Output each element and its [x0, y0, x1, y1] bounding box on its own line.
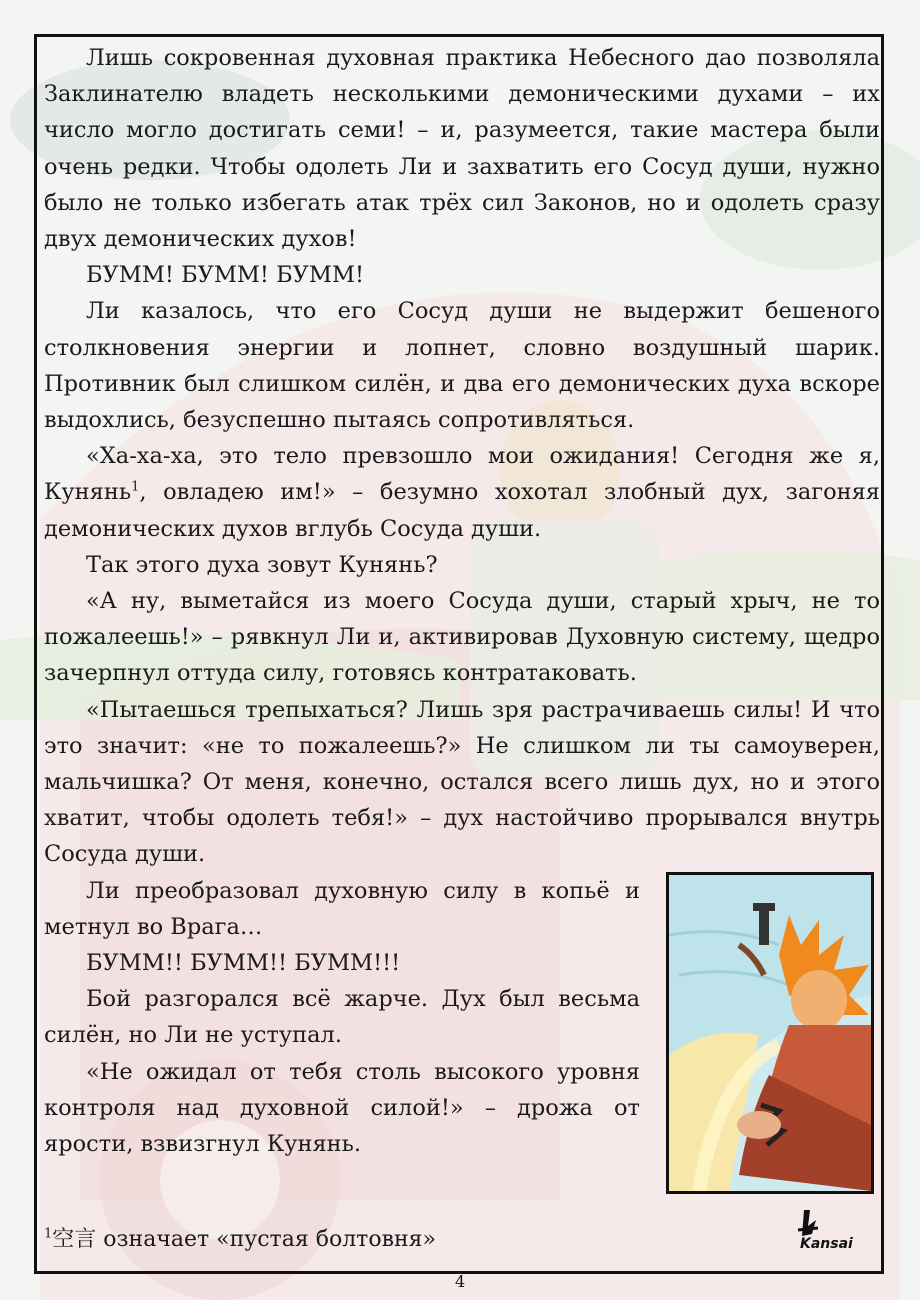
illustration-art: [669, 875, 871, 1191]
paragraph: Лишь сокровенная духовная практика Небесного дао позволяла Заклинателю владеть несколькими демоническими духами – их число могло достигать семи! – и, разумеется, такие мастера были очень редки. Чтобы одолеть Ли и захватить его Сосуд души, нужно было не только избегать атак трёх сил Законов, но и одолеть сразу двух демонических духов!: [44, 45, 880, 253]
paragraph-with-footnote: [44, 438, 880, 547]
footnote-number: 1: [44, 1226, 53, 1242]
footnote: [44, 1222, 436, 1253]
footnote-hanzi: 空言: [52, 1227, 97, 1252]
paragraph-text: , овладею им!» – безумно хохотал злобный дух, загоняя демонических духов вглубь Сосуда души.: [44, 479, 880, 542]
illustration: [666, 872, 874, 1194]
paragraph: «Не ожидал от тебя столь высокого уровня контроля над духовной силой!» – дрожа от ярости, взвизгнул Кунянь.: [44, 1058, 640, 1158]
paragraph: «А ну, выметайся из моего Сосуда души, старый хрыч, не то пожалеешь!» – рявкнул Ли и, активировав Духовную систему, щедро зачерпнул оттуда силу, готовясь контратаковать.: [44, 588, 880, 687]
paragraph: Бой разгорался всё жарче. Дух был весьма силён, но Ли не уступал.: [44, 986, 640, 1049]
page-number: 4: [455, 1272, 466, 1291]
paragraph: Так этого духа зовут Кунянь?: [86, 551, 438, 578]
paragraph: Ли казалось, что его Сосуд души не выдержит бешеного столкновения энергии и лопнет, словно воздушный шарик. Противник был слишком силён, и два его демонических духа вскоре выдохлись, безуспешно пытаясь сопротивляться.: [44, 298, 880, 434]
paragraph: БУММ! БУММ! БУММ!: [86, 262, 365, 289]
footnote-marker: 1: [131, 479, 140, 495]
footnote-text: означает «пустая болтовня»: [96, 1227, 436, 1252]
paragraph: «Пытаешься трепыхаться? Лишь зря растрачиваешь силы! И что это значит: «не то пожалеешь?» Не слишком ли ты самоуверен, мальчишка? От меня, конечно, остался всего лишь дух, но и этого хватит, чтобы одолеть тебя!» – дух настойчиво прорывался внутрь Сосуда души.: [44, 696, 880, 868]
paragraph-text: «Ха-ха-ха, это тело превзошло мои ожидания! Сегодня же я, Кунянь: [44, 443, 880, 506]
paragraph: Ли преобразовал духовную силу в копьё и метнул во Врага…: [44, 877, 640, 940]
logo-text: Kansai: [800, 1236, 853, 1252]
paragraph: БУММ!! БУММ!! БУММ!!!: [86, 950, 401, 977]
